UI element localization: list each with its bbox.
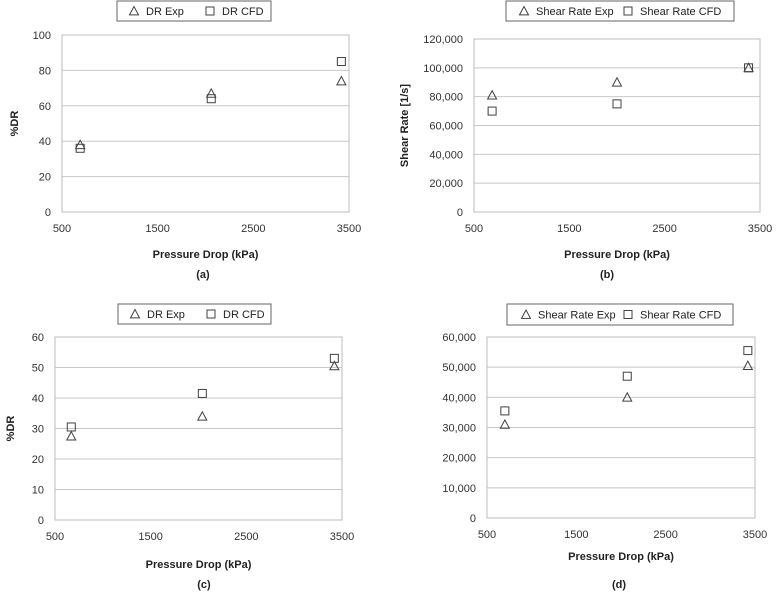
x-tick-label: 2500 (241, 223, 266, 235)
data-point-triangle (743, 361, 752, 369)
data-point-square (337, 58, 345, 66)
y-tick-label: 20 (38, 171, 51, 184)
y-tick-label: 50,000 (442, 362, 476, 375)
y-tick-label: 40 (38, 136, 51, 149)
y-tick-label: 40,000 (442, 392, 476, 405)
x-tick-label: 3500 (329, 531, 355, 543)
x-axis-label: Pressure Drop (kPa) (145, 559, 252, 571)
x-tick-label: 500 (52, 223, 72, 235)
x-tick-label: 1500 (564, 529, 589, 541)
data-point-square (198, 389, 206, 397)
chart-panel-c (5, 304, 354, 591)
panel-label: (d) (611, 579, 627, 591)
y-tick-label: 100 (32, 30, 51, 42)
y-axis-label: Shear Rate [1/s] (399, 83, 411, 168)
data-point-square (67, 423, 75, 431)
data-point-triangle (207, 89, 216, 97)
x-tick-label: 500 (477, 529, 497, 541)
y-tick-label: 100,000 (423, 62, 463, 75)
x-tick-label: 500 (464, 223, 484, 235)
x-tick-label: 2500 (652, 223, 677, 235)
y-tick-label: 0 (469, 513, 476, 525)
legend-entry: Shear Rate Exp (538, 309, 616, 322)
x-tick-label: 2500 (234, 531, 259, 543)
x-axis-label: Pressure Drop (kPa) (152, 249, 259, 261)
x-axis-label: Pressure Drop (kPa) (568, 551, 674, 563)
legend (506, 1, 734, 21)
x-tick-label: 3500 (747, 223, 773, 235)
legend (117, 1, 271, 21)
y-tick-label: 60,000 (429, 120, 463, 133)
plot-area (62, 35, 349, 212)
y-tick-label: 120,000 (423, 34, 463, 46)
y-tick-label: 50 (31, 362, 44, 375)
x-tick-label: 3500 (742, 529, 768, 541)
data-point-square (744, 347, 752, 355)
y-axis-label: %DR (5, 415, 17, 442)
data-point-square (207, 95, 215, 103)
y-tick-label: 60 (38, 100, 51, 113)
chart-panel-b (399, 1, 772, 281)
data-point-square (488, 107, 496, 115)
y-tick-label: 30,000 (442, 422, 476, 435)
panel-label: (a) (196, 269, 210, 281)
y-tick-label: 0 (456, 207, 463, 219)
y-tick-label: 10 (31, 484, 44, 497)
y-tick-label: 40 (31, 393, 44, 405)
legend (118, 304, 271, 324)
data-point-square (623, 372, 631, 380)
legend-entry: DR CFD (223, 309, 265, 321)
data-point-triangle (337, 77, 346, 85)
data-point-square (501, 407, 509, 415)
y-tick-label: 10,000 (442, 482, 476, 495)
y-axis-label: %DR (9, 110, 21, 137)
data-point-triangle (67, 432, 76, 440)
x-axis-label: Pressure Drop (kPa) (564, 249, 670, 261)
legend-entry: Shear Rate Exp (536, 6, 614, 18)
x-tick-label: 1500 (145, 223, 170, 235)
y-tick-label: 0 (37, 515, 44, 527)
x-tick-label: 500 (45, 531, 65, 543)
legend-entry: Shear Rate CFD (640, 309, 722, 322)
y-tick-label: 20,000 (429, 178, 463, 191)
data-point-triangle (613, 78, 622, 86)
y-tick-label: 80 (38, 65, 51, 78)
legend-entry: DR Exp (146, 6, 184, 18)
legend-entry: Shear Rate CFD (640, 6, 722, 18)
x-tick-label: 3500 (336, 223, 362, 235)
chart-panel-d (442, 304, 767, 591)
panel-label: (b) (599, 269, 615, 281)
legend-entry: DR Exp (147, 309, 185, 321)
y-tick-label: 20,000 (442, 452, 476, 465)
y-tick-label: 40,000 (429, 149, 463, 162)
panel-label: (c) (197, 579, 211, 591)
y-tick-label: 0 (44, 207, 51, 219)
data-point-triangle (488, 91, 497, 99)
chart-panel-a (9, 1, 361, 281)
y-tick-label: 60 (31, 332, 44, 344)
data-point-square (613, 100, 621, 108)
legend-entry: DR CFD (222, 6, 264, 18)
x-tick-label: 2500 (653, 529, 678, 541)
y-tick-label: 30 (31, 423, 44, 436)
x-tick-label: 1500 (138, 531, 163, 543)
y-tick-label: 20 (31, 454, 44, 466)
data-point-triangle (198, 412, 207, 420)
y-tick-label: 80,000 (429, 91, 463, 104)
x-tick-label: 1500 (557, 223, 582, 235)
legend (507, 304, 733, 325)
y-tick-label: 60,000 (442, 332, 476, 344)
